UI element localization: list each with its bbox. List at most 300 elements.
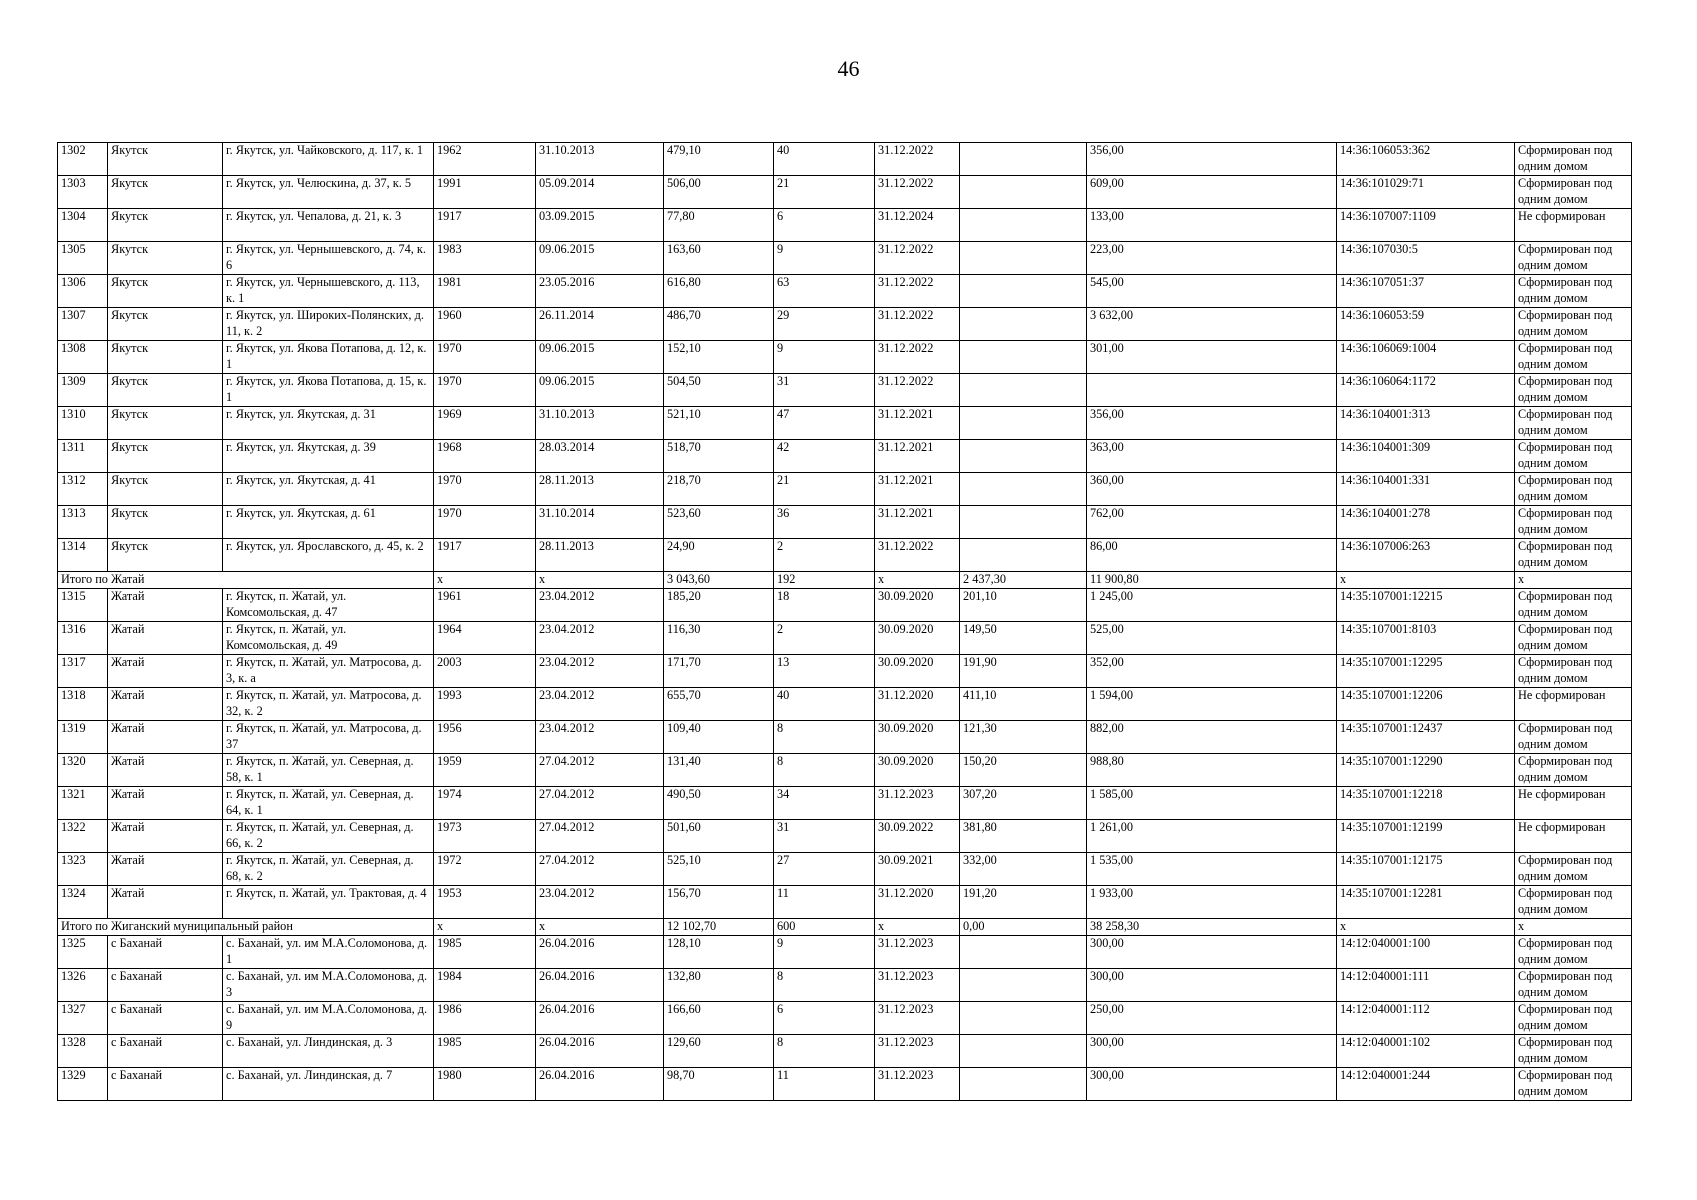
- land-status-cell: Сформирован под одним домом: [1515, 506, 1632, 539]
- row-number: 1321: [58, 787, 108, 820]
- residents-cell: 6: [774, 1002, 875, 1035]
- planned-date-cell: 30.09.2020: [875, 721, 960, 754]
- residents-cell: 31: [774, 820, 875, 853]
- land-status-cell: Не сформирован: [1515, 820, 1632, 853]
- subtotal-area2-cell: 2 437,30: [960, 572, 1087, 589]
- planned-date-cell: 31.12.2024: [875, 209, 960, 242]
- year-built-cell: 1953: [434, 886, 536, 919]
- year-built-cell: 1962: [434, 143, 536, 176]
- area-cell: 156,70: [664, 886, 774, 919]
- address-cell: г. Якутск, п. Жатай, ул. Комсомольская, д. 49: [223, 622, 434, 655]
- cost-cell: 1 535,00: [1087, 853, 1337, 886]
- locality-cell: Якутск: [108, 539, 223, 572]
- address-cell: г. Якутск, ул. Якутская, д. 31: [223, 407, 434, 440]
- residents-cell: 42: [774, 440, 875, 473]
- row-number: 1310: [58, 407, 108, 440]
- area-cell: 479,10: [664, 143, 774, 176]
- year-built-cell: 1972: [434, 853, 536, 886]
- residents-cell: 63: [774, 275, 875, 308]
- residents-cell: 40: [774, 688, 875, 721]
- area2-cell: [960, 242, 1087, 275]
- year-built-cell: 1917: [434, 539, 536, 572]
- land-status-cell: Сформирован под одним домом: [1515, 655, 1632, 688]
- subtotal-area-cell: 12 102,70: [664, 919, 774, 936]
- area2-cell: [960, 209, 1087, 242]
- year-built-cell: 1980: [434, 1068, 536, 1101]
- recognition-date-cell: 23.04.2012: [536, 886, 664, 919]
- recognition-date-cell: 23.04.2012: [536, 721, 664, 754]
- area2-cell: [960, 275, 1087, 308]
- residents-cell: 8: [774, 1035, 875, 1068]
- address-cell: г. Якутск, ул. Чайковского, д. 117, к. 1: [223, 143, 434, 176]
- recognition-date-cell: 09.06.2015: [536, 242, 664, 275]
- area-cell: 116,30: [664, 622, 774, 655]
- recognition-date-cell: 23.05.2016: [536, 275, 664, 308]
- planned-date-cell: 30.09.2021: [875, 853, 960, 886]
- cadastral-number-cell: 14:36:106053:59: [1337, 308, 1515, 341]
- area2-cell: 191,20: [960, 886, 1087, 919]
- planned-date-cell: 31.12.2022: [875, 374, 960, 407]
- row-number: 1322: [58, 820, 108, 853]
- year-built-cell: 1993: [434, 688, 536, 721]
- cost-cell: 762,00: [1087, 506, 1337, 539]
- locality-cell: Якутск: [108, 374, 223, 407]
- cost-cell: 1 261,00: [1087, 820, 1337, 853]
- cost-cell: 300,00: [1087, 969, 1337, 1002]
- cost-cell: 300,00: [1087, 936, 1337, 969]
- land-status-cell: Сформирован под одним домом: [1515, 143, 1632, 176]
- cadastral-number-cell: 14:36:101029:71: [1337, 176, 1515, 209]
- subtotal-cost-cell: 38 258,30: [1087, 919, 1337, 936]
- cost-cell: 1 585,00: [1087, 787, 1337, 820]
- cost-cell: [1087, 374, 1337, 407]
- table-row: [58, 539, 1632, 572]
- residents-cell: 36: [774, 506, 875, 539]
- recognition-date-cell: 27.04.2012: [536, 754, 664, 787]
- subtotal-label: Итого по Жиганский муниципальный район: [58, 919, 434, 936]
- cadastral-number-cell: 14:35:107001:12281: [1337, 886, 1515, 919]
- table-row: [58, 143, 1632, 176]
- subtotal-planned-date-cell: х: [875, 572, 960, 589]
- table-row: [58, 506, 1632, 539]
- residents-cell: 27: [774, 853, 875, 886]
- year-built-cell: 1984: [434, 969, 536, 1002]
- planned-date-cell: 31.12.2022: [875, 242, 960, 275]
- area2-cell: 191,90: [960, 655, 1087, 688]
- row-number: 1307: [58, 308, 108, 341]
- row-number: 1303: [58, 176, 108, 209]
- planned-date-cell: 30.09.2020: [875, 622, 960, 655]
- row-number: 1327: [58, 1002, 108, 1035]
- planned-date-cell: 30.09.2020: [875, 655, 960, 688]
- area-cell: 525,10: [664, 853, 774, 886]
- year-built-cell: 1961: [434, 589, 536, 622]
- cost-cell: 300,00: [1087, 1035, 1337, 1068]
- area-cell: 152,10: [664, 341, 774, 374]
- address-cell: г. Якутск, ул. Чернышевского, д. 113, к. 1: [223, 275, 434, 308]
- planned-date-cell: 31.12.2023: [875, 1002, 960, 1035]
- cost-cell: 250,00: [1087, 1002, 1337, 1035]
- cadastral-number-cell: 14:35:107001:12199: [1337, 820, 1515, 853]
- locality-cell: Якутск: [108, 275, 223, 308]
- land-status-cell: Сформирован под одним домом: [1515, 176, 1632, 209]
- area-cell: 128,10: [664, 936, 774, 969]
- year-built-cell: 1970: [434, 473, 536, 506]
- subtotal-residents-cell: 192: [774, 572, 875, 589]
- area-cell: 166,60: [664, 1002, 774, 1035]
- table-row: [58, 341, 1632, 374]
- planned-date-cell: 31.12.2020: [875, 688, 960, 721]
- address-cell: г. Якутск, п. Жатай, ул. Матросова, д. 3, к. а: [223, 655, 434, 688]
- residents-cell: 11: [774, 886, 875, 919]
- table-row: [58, 754, 1632, 787]
- land-status-cell: Сформирован под одним домом: [1515, 308, 1632, 341]
- address-cell: г. Якутск, п. Жатай, ул. Комсомольская, д. 47: [223, 589, 434, 622]
- year-built-cell: 1991: [434, 176, 536, 209]
- subtotal-cadastral-cell: х: [1337, 572, 1515, 589]
- address-cell: г. Якутск, п. Жатай, ул. Трактовая, д. 4: [223, 886, 434, 919]
- subtotal-year-cell: х: [434, 572, 536, 589]
- land-status-cell: Сформирован под одним домом: [1515, 936, 1632, 969]
- planned-date-cell: 31.12.2023: [875, 1068, 960, 1101]
- land-status-cell: Сформирован под одним домом: [1515, 969, 1632, 1002]
- table-row: [58, 721, 1632, 754]
- year-built-cell: 1968: [434, 440, 536, 473]
- row-number: 1316: [58, 622, 108, 655]
- cost-cell: 223,00: [1087, 242, 1337, 275]
- recognition-date-cell: 23.04.2012: [536, 655, 664, 688]
- residents-cell: 31: [774, 374, 875, 407]
- planned-date-cell: 30.09.2020: [875, 754, 960, 787]
- table-row: [58, 820, 1632, 853]
- address-cell: с. Баханай, ул. Линдинская, д. 7: [223, 1068, 434, 1101]
- subtotal-status-cell: х: [1515, 919, 1632, 936]
- subtotal-cost-cell: 11 900,80: [1087, 572, 1337, 589]
- area-cell: 655,70: [664, 688, 774, 721]
- cost-cell: 352,00: [1087, 655, 1337, 688]
- recognition-date-cell: 09.06.2015: [536, 341, 664, 374]
- row-number: 1306: [58, 275, 108, 308]
- area2-cell: [960, 308, 1087, 341]
- residents-cell: 2: [774, 539, 875, 572]
- area2-cell: [960, 374, 1087, 407]
- recognition-date-cell: 31.10.2013: [536, 407, 664, 440]
- address-cell: с. Баханай, ул. им М.А.Соломонова, д. 3: [223, 969, 434, 1002]
- residents-cell: 11: [774, 1068, 875, 1101]
- area-cell: 521,10: [664, 407, 774, 440]
- area-cell: 129,60: [664, 1035, 774, 1068]
- area2-cell: [960, 473, 1087, 506]
- cost-cell: 356,00: [1087, 143, 1337, 176]
- locality-cell: Якутск: [108, 473, 223, 506]
- land-status-cell: Сформирован под одним домом: [1515, 374, 1632, 407]
- area2-cell: 411,10: [960, 688, 1087, 721]
- locality-cell: Якутск: [108, 176, 223, 209]
- row-number: 1317: [58, 655, 108, 688]
- recognition-date-cell: 28.03.2014: [536, 440, 664, 473]
- year-built-cell: 1959: [434, 754, 536, 787]
- address-cell: г. Якутск, ул. Якова Потапова, д. 12, к. 1: [223, 341, 434, 374]
- recognition-date-cell: 23.04.2012: [536, 589, 664, 622]
- subtotal-row: [58, 919, 1632, 936]
- table-row: [58, 242, 1632, 275]
- cadastral-number-cell: 14:36:106064:1172: [1337, 374, 1515, 407]
- land-status-cell: Сформирован под одним домом: [1515, 275, 1632, 308]
- area2-cell: [960, 1002, 1087, 1035]
- row-number: 1309: [58, 374, 108, 407]
- cost-cell: 545,00: [1087, 275, 1337, 308]
- address-cell: г. Якутск, п. Жатай, ул. Северная, д. 58, к. 1: [223, 754, 434, 787]
- address-cell: с. Баханай, ул. им М.А.Соломонова, д. 9: [223, 1002, 434, 1035]
- year-built-cell: 1970: [434, 506, 536, 539]
- cadastral-number-cell: 14:36:104001:331: [1337, 473, 1515, 506]
- locality-cell: Жатай: [108, 754, 223, 787]
- recognition-date-cell: 26.11.2014: [536, 308, 664, 341]
- cost-cell: 609,00: [1087, 176, 1337, 209]
- locality-cell: Якутск: [108, 308, 223, 341]
- cost-cell: 301,00: [1087, 341, 1337, 374]
- locality-cell: с Баханай: [108, 936, 223, 969]
- cost-cell: 133,00: [1087, 209, 1337, 242]
- locality-cell: Якутск: [108, 440, 223, 473]
- cost-cell: 1 933,00: [1087, 886, 1337, 919]
- land-status-cell: Сформирован под одним домом: [1515, 622, 1632, 655]
- subtotal-date-cell: х: [536, 572, 664, 589]
- recognition-date-cell: 09.06.2015: [536, 374, 664, 407]
- area-cell: 132,80: [664, 969, 774, 1002]
- land-status-cell: Сформирован под одним домом: [1515, 754, 1632, 787]
- planned-date-cell: 30.09.2022: [875, 820, 960, 853]
- cadastral-number-cell: 14:36:107051:37: [1337, 275, 1515, 308]
- land-status-cell: Сформирован под одним домом: [1515, 440, 1632, 473]
- area2-cell: 332,00: [960, 853, 1087, 886]
- cadastral-number-cell: 14:35:107001:12437: [1337, 721, 1515, 754]
- locality-cell: Якутск: [108, 209, 223, 242]
- land-status-cell: Сформирован под одним домом: [1515, 1035, 1632, 1068]
- table-row: [58, 473, 1632, 506]
- table-row: [58, 1068, 1632, 1101]
- land-status-cell: Не сформирован: [1515, 787, 1632, 820]
- recognition-date-cell: 23.04.2012: [536, 622, 664, 655]
- row-number: 1304: [58, 209, 108, 242]
- table-row: [58, 853, 1632, 886]
- row-number: 1326: [58, 969, 108, 1002]
- area-cell: 98,70: [664, 1068, 774, 1101]
- area2-cell: [960, 1035, 1087, 1068]
- table-row: [58, 589, 1632, 622]
- subtotal-area-cell: 3 043,60: [664, 572, 774, 589]
- area-cell: 518,70: [664, 440, 774, 473]
- locality-cell: Жатай: [108, 655, 223, 688]
- area-cell: 523,60: [664, 506, 774, 539]
- address-cell: г. Якутск, ул. Якова Потапова, д. 15, к. 1: [223, 374, 434, 407]
- locality-cell: с Баханай: [108, 1068, 223, 1101]
- year-built-cell: 1956: [434, 721, 536, 754]
- row-number: 1305: [58, 242, 108, 275]
- land-status-cell: Сформирован под одним домом: [1515, 242, 1632, 275]
- cost-cell: 882,00: [1087, 721, 1337, 754]
- land-status-cell: Сформирован под одним домом: [1515, 589, 1632, 622]
- area2-cell: [960, 143, 1087, 176]
- address-cell: с. Баханай, ул. Линдинская, д. 3: [223, 1035, 434, 1068]
- planned-date-cell: 31.12.2021: [875, 473, 960, 506]
- residents-cell: 13: [774, 655, 875, 688]
- cadastral-number-cell: 14:35:107001:12175: [1337, 853, 1515, 886]
- residents-cell: 9: [774, 341, 875, 374]
- land-status-cell: Сформирован под одним домом: [1515, 407, 1632, 440]
- year-built-cell: 1960: [434, 308, 536, 341]
- address-cell: г. Якутск, ул. Широких-Полянских, д. 11, к. 2: [223, 308, 434, 341]
- cadastral-number-cell: 14:35:107001:8103: [1337, 622, 1515, 655]
- locality-cell: Жатай: [108, 820, 223, 853]
- area-cell: 185,20: [664, 589, 774, 622]
- area-cell: 171,70: [664, 655, 774, 688]
- area2-cell: [960, 936, 1087, 969]
- residents-cell: 9: [774, 936, 875, 969]
- planned-date-cell: 31.12.2022: [875, 341, 960, 374]
- land-status-cell: Не сформирован: [1515, 209, 1632, 242]
- row-number: 1318: [58, 688, 108, 721]
- land-status-cell: Сформирован под одним домом: [1515, 341, 1632, 374]
- subtotal-planned-date-cell: х: [875, 919, 960, 936]
- table-row: [58, 407, 1632, 440]
- address-cell: г. Якутск, п. Жатай, ул. Северная, д. 66, к. 2: [223, 820, 434, 853]
- recognition-date-cell: 28.11.2013: [536, 539, 664, 572]
- table-row: [58, 308, 1632, 341]
- subtotal-residents-cell: 600: [774, 919, 875, 936]
- cadastral-number-cell: 14:35:107001:12215: [1337, 589, 1515, 622]
- year-built-cell: 1974: [434, 787, 536, 820]
- recognition-date-cell: 31.10.2014: [536, 506, 664, 539]
- area-cell: 506,00: [664, 176, 774, 209]
- address-cell: г. Якутск, ул. Чернышевского, д. 74, к. 6: [223, 242, 434, 275]
- cost-cell: 300,00: [1087, 1068, 1337, 1101]
- residents-cell: 6: [774, 209, 875, 242]
- planned-date-cell: 31.12.2021: [875, 506, 960, 539]
- planned-date-cell: 31.12.2023: [875, 936, 960, 969]
- cost-cell: 525,00: [1087, 622, 1337, 655]
- table-row: [58, 1035, 1632, 1068]
- residents-cell: 21: [774, 473, 875, 506]
- address-cell: г. Якутск, ул. Чепалова, д. 21, к. 3: [223, 209, 434, 242]
- year-built-cell: 1970: [434, 374, 536, 407]
- row-number: 1323: [58, 853, 108, 886]
- residents-cell: 34: [774, 787, 875, 820]
- planned-date-cell: 31.12.2023: [875, 969, 960, 1002]
- address-cell: г. Якутск, ул. Якутская, д. 61: [223, 506, 434, 539]
- locality-cell: Якутск: [108, 143, 223, 176]
- cost-cell: 363,00: [1087, 440, 1337, 473]
- year-built-cell: 1985: [434, 1035, 536, 1068]
- year-built-cell: 1964: [434, 622, 536, 655]
- table-row: [58, 936, 1632, 969]
- cadastral-number-cell: 14:36:107030:5: [1337, 242, 1515, 275]
- residents-cell: 18: [774, 589, 875, 622]
- table-row: [58, 176, 1632, 209]
- locality-cell: Якутск: [108, 242, 223, 275]
- subtotal-year-cell: х: [434, 919, 536, 936]
- table-row: [58, 1002, 1632, 1035]
- address-cell: с. Баханай, ул. им М.А.Соломонова, д. 1: [223, 936, 434, 969]
- residents-cell: 21: [774, 176, 875, 209]
- row-number: 1313: [58, 506, 108, 539]
- table-row: [58, 622, 1632, 655]
- page-number: 46: [837, 56, 860, 81]
- table-row: [58, 688, 1632, 721]
- cost-cell: 988,80: [1087, 754, 1337, 787]
- area-cell: 504,50: [664, 374, 774, 407]
- cadastral-number-cell: 14:35:107001:12295: [1337, 655, 1515, 688]
- locality-cell: Жатай: [108, 622, 223, 655]
- cadastral-number-cell: 14:36:107006:263: [1337, 539, 1515, 572]
- recognition-date-cell: 03.09.2015: [536, 209, 664, 242]
- subtotal-cadastral-cell: х: [1337, 919, 1515, 936]
- table-body: [58, 143, 1632, 1101]
- residents-cell: 9: [774, 242, 875, 275]
- cadastral-number-cell: 14:36:106069:1004: [1337, 341, 1515, 374]
- cadastral-number-cell: 14:35:107001:12206: [1337, 688, 1515, 721]
- cost-cell: 86,00: [1087, 539, 1337, 572]
- cadastral-number-cell: 14:12:040001:111: [1337, 969, 1515, 1002]
- residents-cell: 29: [774, 308, 875, 341]
- land-status-cell: Сформирован под одним домом: [1515, 886, 1632, 919]
- year-built-cell: 1973: [434, 820, 536, 853]
- locality-cell: с Баханай: [108, 1035, 223, 1068]
- planned-date-cell: 31.12.2021: [875, 440, 960, 473]
- area-cell: 486,70: [664, 308, 774, 341]
- address-cell: г. Якутск, ул. Якутская, д. 39: [223, 440, 434, 473]
- cadastral-number-cell: 14:36:104001:278: [1337, 506, 1515, 539]
- locality-cell: с Баханай: [108, 969, 223, 1002]
- locality-cell: Жатай: [108, 721, 223, 754]
- locality-cell: Якутск: [108, 506, 223, 539]
- residents-cell: 8: [774, 721, 875, 754]
- table-row: [58, 275, 1632, 308]
- year-built-cell: 1986: [434, 1002, 536, 1035]
- land-status-cell: Сформирован под одним домом: [1515, 1002, 1632, 1035]
- area2-cell: [960, 341, 1087, 374]
- year-built-cell: 1985: [434, 936, 536, 969]
- area2-cell: [960, 969, 1087, 1002]
- row-number: 1311: [58, 440, 108, 473]
- cadastral-number-cell: 14:36:104001:309: [1337, 440, 1515, 473]
- row-number: 1324: [58, 886, 108, 919]
- area-cell: 131,40: [664, 754, 774, 787]
- cadastral-number-cell: 14:12:040001:100: [1337, 936, 1515, 969]
- recognition-date-cell: 27.04.2012: [536, 853, 664, 886]
- land-status-cell: Не сформирован: [1515, 688, 1632, 721]
- area-cell: 218,70: [664, 473, 774, 506]
- planned-date-cell: 31.12.2022: [875, 176, 960, 209]
- table-row: [58, 440, 1632, 473]
- row-number: 1329: [58, 1068, 108, 1101]
- planned-date-cell: 31.12.2022: [875, 275, 960, 308]
- area2-cell: [960, 506, 1087, 539]
- residents-cell: 8: [774, 969, 875, 1002]
- table-row: [58, 655, 1632, 688]
- residents-cell: 2: [774, 622, 875, 655]
- residents-cell: 8: [774, 754, 875, 787]
- area-cell: 24,90: [664, 539, 774, 572]
- address-cell: г. Якутск, п. Жатай, ул. Северная, д. 68, к. 2: [223, 853, 434, 886]
- table-row: [58, 209, 1632, 242]
- row-number: 1308: [58, 341, 108, 374]
- planned-date-cell: 30.09.2020: [875, 589, 960, 622]
- planned-date-cell: 31.12.2023: [875, 1035, 960, 1068]
- address-cell: г. Якутск, п. Жатай, ул. Матросова, д. 32, к. 2: [223, 688, 434, 721]
- recognition-date-cell: 31.10.2013: [536, 143, 664, 176]
- cadastral-number-cell: 14:12:040001:102: [1337, 1035, 1515, 1068]
